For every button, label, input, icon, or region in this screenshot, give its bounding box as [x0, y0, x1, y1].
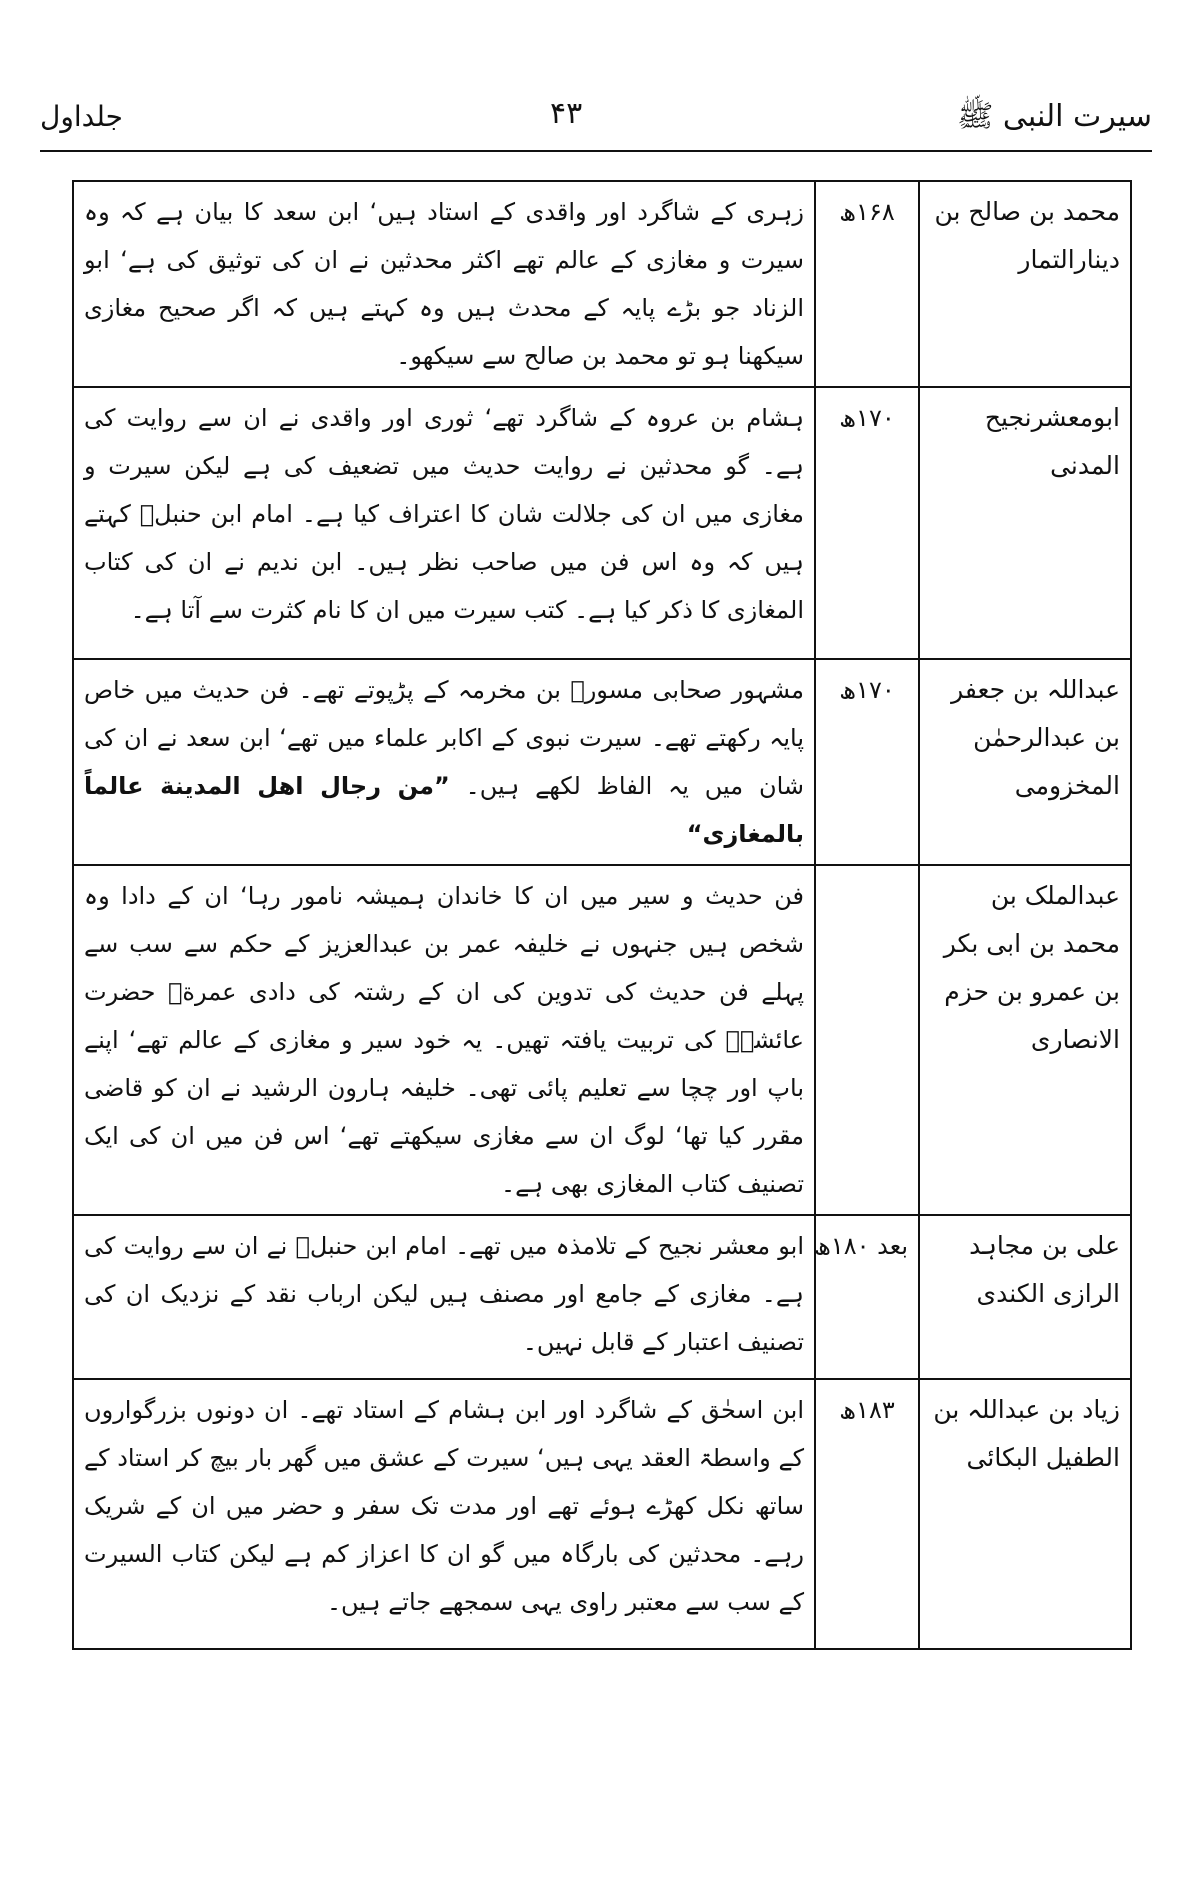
description-text: زہری کے شاگرد اور واقدی کے استاد ہیں‘ ابن سعد کا بیان ہے کہ وہ سیرت و مغازی کے عالم تھے اکثر محدثین نے ان کی توثیق کی ہے‘ ابو الزناد جو بڑے پایہ کے محدث ہیں وہ کہتے ہیں کہ اگر صحیح مغازی سیکھنا ہو تو محمد بن صالح سے سیکھو۔ [84, 198, 805, 370]
description-text: ابو معشر نجیح کے تلامذہ میں تھے۔ امام ابن حنبلؒ نے ان سے روایت کی ہے۔ مغازی کے جامع اور مصنف ہیں لیکن ارباب نقد کے نزدیک ان کی تصنیف اعتبار کے قابل نہیں۔ [84, 1232, 804, 1356]
narrator-name: ابومعشرنجیح المدنی [919, 387, 1131, 659]
narrator-name: محمد بن صالح بن دینارالتمار [919, 181, 1131, 387]
table-row [73, 387, 1131, 659]
description-text: ابن اسحٰق کے شاگرد اور ابن ہشام کے استاد تھے۔ ان دونوں بزرگواروں کے واسطۃ العقد یہی ہیں‘ سیرت کے عشق میں گھر بار بیچ کر استاد کے ساتھ نکل کھڑے ہوئے تھے اور مدت تک سفر و حضر میں ان کے شریک رہے۔ محدثین کی بارگاہ میں گو ان کا اعزاز کم ہے لیکن کتاب السیرت کے سب سے معتبر راوی یہی سمجھے جاتے ہیں۔ [84, 1396, 804, 1616]
death-year: ۱۶۸ھ [815, 181, 919, 387]
death-year: ۱۷۰ھ [815, 387, 919, 659]
death-year [815, 865, 919, 1215]
volume-label: جلداول [40, 100, 123, 133]
death-year: بعد ۱۸۰ھ [815, 1215, 919, 1379]
description-text: ہشام بن عروہ کے شاگرد تھے‘ ثوری اور واقدی نے ان سے روایت کی ہے۔ گو محدثین نے روایت حدیث میں تضعیف کی ہے لیکن سیرت و مغازی میں ان کی جلالت شان کا اعتراف کیا ہے۔ امام ابن حنبلؒ کہتے ہیں کہ وہ اس فن میں صاحب نظر ہیں۔ ابن ندیم نے ان کی کتاب المغازی کا ذکر کیا ہے۔ کتب سیرت میں ان کا نام کثرت سے آتا ہے۔ [84, 404, 805, 624]
description-text: مشہور صحابی مسورؓ بن مخرمہ کے پڑپوتے تھے۔ فن حدیث میں خاص پایہ رکھتے تھے۔ سیرت نبوی کے اکابر علماء میں تھے‘ ابن سعد نے ان کی شان میں یہ الفاظ لکھے ہیں۔ [84, 676, 804, 800]
narrator-name: زیاد بن عبداللہ بن الطفیل البکائی [919, 1379, 1131, 1649]
narrator-name: عبداللہ بن جعفر بن عبدالرحمٰن المخزومی [919, 659, 1131, 865]
death-year: ۱۸۳ھ [815, 1379, 919, 1649]
table-row [73, 1215, 1131, 1379]
table-row [73, 659, 1131, 865]
page-header [40, 96, 1152, 144]
description [73, 865, 815, 1215]
table-row [73, 1379, 1131, 1649]
description [73, 387, 815, 659]
arabic-quote: ”من رجال اهل المدینة عالماً بالمغازی“ [84, 772, 804, 848]
description [73, 1379, 815, 1649]
page-number: ۴۳ [550, 96, 583, 131]
header-rule [40, 150, 1152, 152]
narrator-name: عبدالملک بن محمد بن ابی بکر بن عمرو بن حزم الانصاری [919, 865, 1131, 1215]
death-year: ۱۷۰ھ [815, 659, 919, 865]
description [73, 181, 815, 387]
description [73, 1215, 815, 1379]
table-row [73, 865, 1131, 1215]
description-text: فن حدیث و سیر میں ان کا خاندان ہمیشہ نامور رہا‘ ان کے دادا وہ شخص ہیں جنہوں نے خلیفہ عمر بن عبدالعزیز کے حکم سے سب سے پہلے فن حدیث کی تدوین کی ان کے رشتہ کی دادی عمرةؓ حضرت عائشہؓ کی تربیت یافتہ تھیں۔ یہ خود سیر و مغازی کے عالم تھے‘ اپنے باپ اور چچا سے تعلیم پائی تھی۔ خلیفہ ہارون الرشید نے ان کو قاضی مقرر کیا تھا‘ لوگ ان سے مغازی سیکھتے تھے‘ اس فن میں ان کی ایک تصنیف کتاب المغازی بھی ہے۔ [84, 882, 804, 1198]
table-row [73, 181, 1131, 387]
book-title: سیرت النبی ﷺ [957, 99, 1152, 134]
biography-table [72, 180, 1132, 1650]
description [73, 659, 815, 865]
narrator-name: علی بن مجاہد الرازی الکندی [919, 1215, 1131, 1379]
